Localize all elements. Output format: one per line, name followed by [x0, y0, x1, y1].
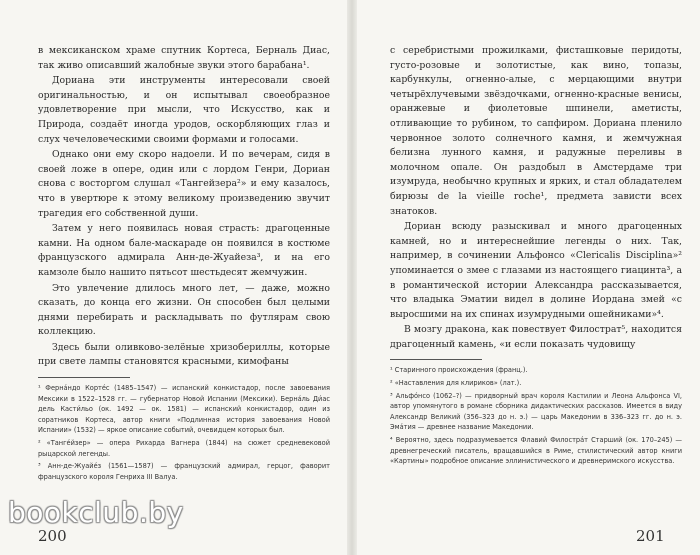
footnote: ² «Наставления для клириков» (лат.).: [390, 379, 522, 388]
paragraph: Это увлечение длилось много лет, — даже, можно сказать, до конца его жизни. Он способен был целыми днями перебирать и раскладывать по футлярам свою коллекцию.: [38, 282, 330, 338]
watermark-logo: bookclub.by: [8, 496, 184, 529]
paragraph: Однако они ему скоро надоели. И по вечерам, сидя в своей ложе в опере, один или с лордом Генри, Дориан снова с восторгом слушал «Тангейзера²» и ему казалось, что в увертюре к этому великому произведению звучит трагедия его собственной души.: [38, 149, 330, 219]
paragraph: с серебристыми прожилками, фисташковые перидоты, густо-розовые и золотистые, как вино, топазы, карбункулы, огненно-алые, с мерцающими внутри четырёхлучевыми звёздочками, огненно-красные венисы, оранжевые и фиолетовые шпинели, аметисты, отливающие то рубином, то сапфиром. Дориана пленило червонное золото солнечного камня, и жемчужная белизна лунного камня, и радужные переливы в молочном опале. Он раздобыл в Амстердаме три изумруда, необычно крупных и ярких, и стал обладателем бирюзы de la vieille roche¹, предмета зависти всех знатоков.: [390, 45, 682, 217]
footnote: ¹ Ферна́ндо Корте́с (1485–1547) — испанский конкистадор, после завоевания Мексики в 1522–1528 гг. — губернатор Новой Испании (Мексики). Берна́ль Ди́ас дель Касти́льо (ок. 1492 — ок. 1581) — испанский конкистадор, один из соратников Кортеса, автор книги «Подлинная история завоевания Новой Испании» (1532) — яркое описание событий, очевидцем которых был.: [38, 384, 330, 435]
right-footnotes: [390, 365, 682, 466]
footnote-divider: [38, 377, 130, 378]
page-number-right: 201: [636, 527, 665, 545]
paragraph: Здесь были оливково-зелёные хризобериллы, которые при свете лампы становятся красными, кимофаны: [38, 341, 330, 368]
paragraph: Затем у него появилась новая страсть: драгоценные камни. На одном бале-маскараде он появился в костюме французского адмирала Анн-де-Жуайеза³, и на его камзоле было нашито пятьсот шестьдесят жемчужин.: [38, 223, 330, 278]
right-page-body: [390, 44, 682, 352]
left-page: [38, 44, 330, 482]
left-footnotes: [38, 383, 330, 482]
footnote-divider: [390, 359, 482, 360]
paragraph: Дориана эти инструменты интересовали своей оригинальностью, и он испытывал своеобразное удовлетворение при мысли, что Искусство, как и Природа, создаёт иногда уродов, оскорбляющих глаз и слух чечеловеческими своими формами и голосами.: [38, 75, 330, 145]
left-page-body: [38, 44, 330, 370]
book-gutter: [347, 0, 357, 555]
footnote: ¹ Старинного происхождения (франц.).: [390, 366, 528, 375]
page-number-left: 200: [38, 527, 67, 545]
paragraph: в мексиканском храме спутник Кортеса, Берналь Диас, так живо описавший жалобные звуки этого барабана¹.: [38, 45, 330, 71]
paragraph: В мозгу дракона, как повествует Филострат⁵, находится драгоценный камень, «и если показать чудовищу: [390, 324, 682, 350]
footnote: ² «Тангéйзер» — опера Рихарда Вагнера (1844) на сюжет средневековой рыцарской легенды.: [38, 439, 330, 458]
right-page: [390, 44, 682, 467]
footnote: ³ Анн-де-Жуайéз (1561—1587) — французский адмирал, герцог, фаворит французского короля Генриха III Валуа.: [38, 462, 330, 481]
paragraph: Дориан всюду разыскивал и много драгоценных камней, но и интереснейшие легенды о них. Так, например, в сочинении Альфонсо «Clericalis Disciplina»² упоминается о змее с глазами из настоящего гиацинта³, а в романтической истории Александра рассказывается, что владыка Эматии видел в долине Иордана змей «с выросшими на их спинах изумрудными ошейниками»⁴.: [390, 221, 682, 320]
footnote: ³ Альфо́нсо (1062–?) — придворный врач короля Кастилии и Леона Альфонса VI, автор упомянутого в романе сборника дидактических рассказов. Имеется в виду Александр Великий (356–323 до н. э.) — царь Македонии в 336–323 гг. до н. э. Эма́тия — древнее название Македонии.: [390, 391, 682, 432]
footnote: ⁴ Вероятно, здесь подразумевается Флавий Филостра́т Старший (ок. 170–245) — древнегреческий писатель, вращавшийся в Риме, стилистический автор книги «Картины» подробное описание эллинистического и древнеримского искусства.: [390, 436, 682, 466]
